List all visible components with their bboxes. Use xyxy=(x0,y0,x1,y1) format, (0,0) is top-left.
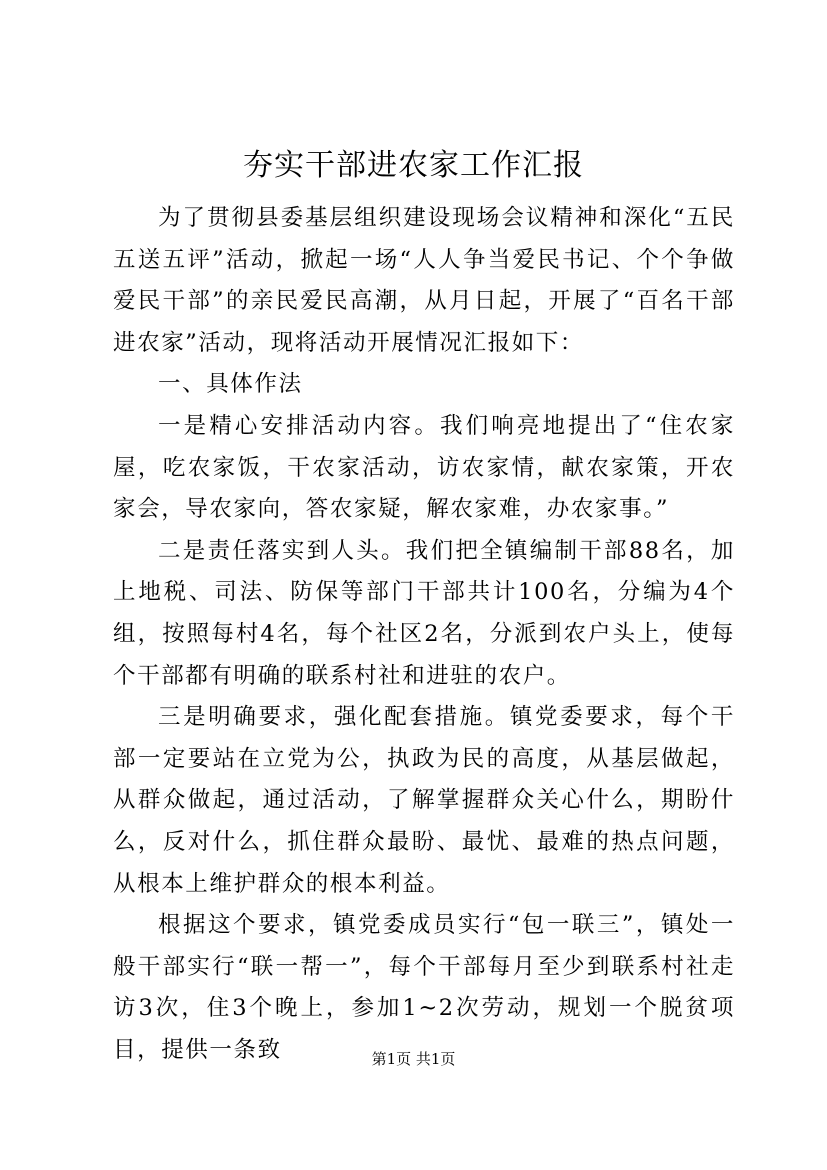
paragraph-item-3: 三是明确要求，强化配套措施。镇党委要求，每个干部一定要站在立党为公，执政为民的高度，从基层做起，从群众做起，通过活动，了解掌握群众关心什么，期盼什么，反对什么，抓住群众最盼、最忧、最难的热点问题，从根本上维护群众的根本利益。 xyxy=(113,704,735,897)
paragraph-requirements: 根据这个要求，镇党委成员实行“包一联三”，镇处一般干部实行“联一帮一”，每个干部每月至少到联系村社走访3次，住3个晚上，参加1~2次劳动，规划一个脱贫项目，提供一条致 xyxy=(113,912,735,1063)
document-title: 夯实干部进农家工作汇报 xyxy=(243,148,584,183)
document-body xyxy=(113,198,735,1071)
paragraph-item-1: 一是精心安排活动内容。我们响亮地提出了“住农家屋，吃农家饭，干农家活动，访农家情，献农家策，开农家会，导农家向，答农家疑，解农家难，办农家事。” xyxy=(113,412,735,523)
page-footer: 第1页 共1页 xyxy=(371,1050,456,1068)
paragraph-item-2: 二是责任落实到人头。我们把全镇编制干部88名，加上地税、司法、防保等部门干部共计100名，分编为4个组，按照每村4名，每个社区2名，分派到农户头上，使每个干部都有明确的联系村社和进驻的农户。 xyxy=(113,537,735,689)
paragraph-intro: 为了贯彻县委基层组织建设现场会议精神和深化“五民五送五评”活动，掀起一场“人人争当爱民书记、个个争做爱民干部”的亲民爱民高潮，从月日起，开展了“百名干部进农家”活动，现将活动开展情况汇报如下： xyxy=(113,205,735,356)
section-heading: 一、具体作法 xyxy=(158,371,303,398)
